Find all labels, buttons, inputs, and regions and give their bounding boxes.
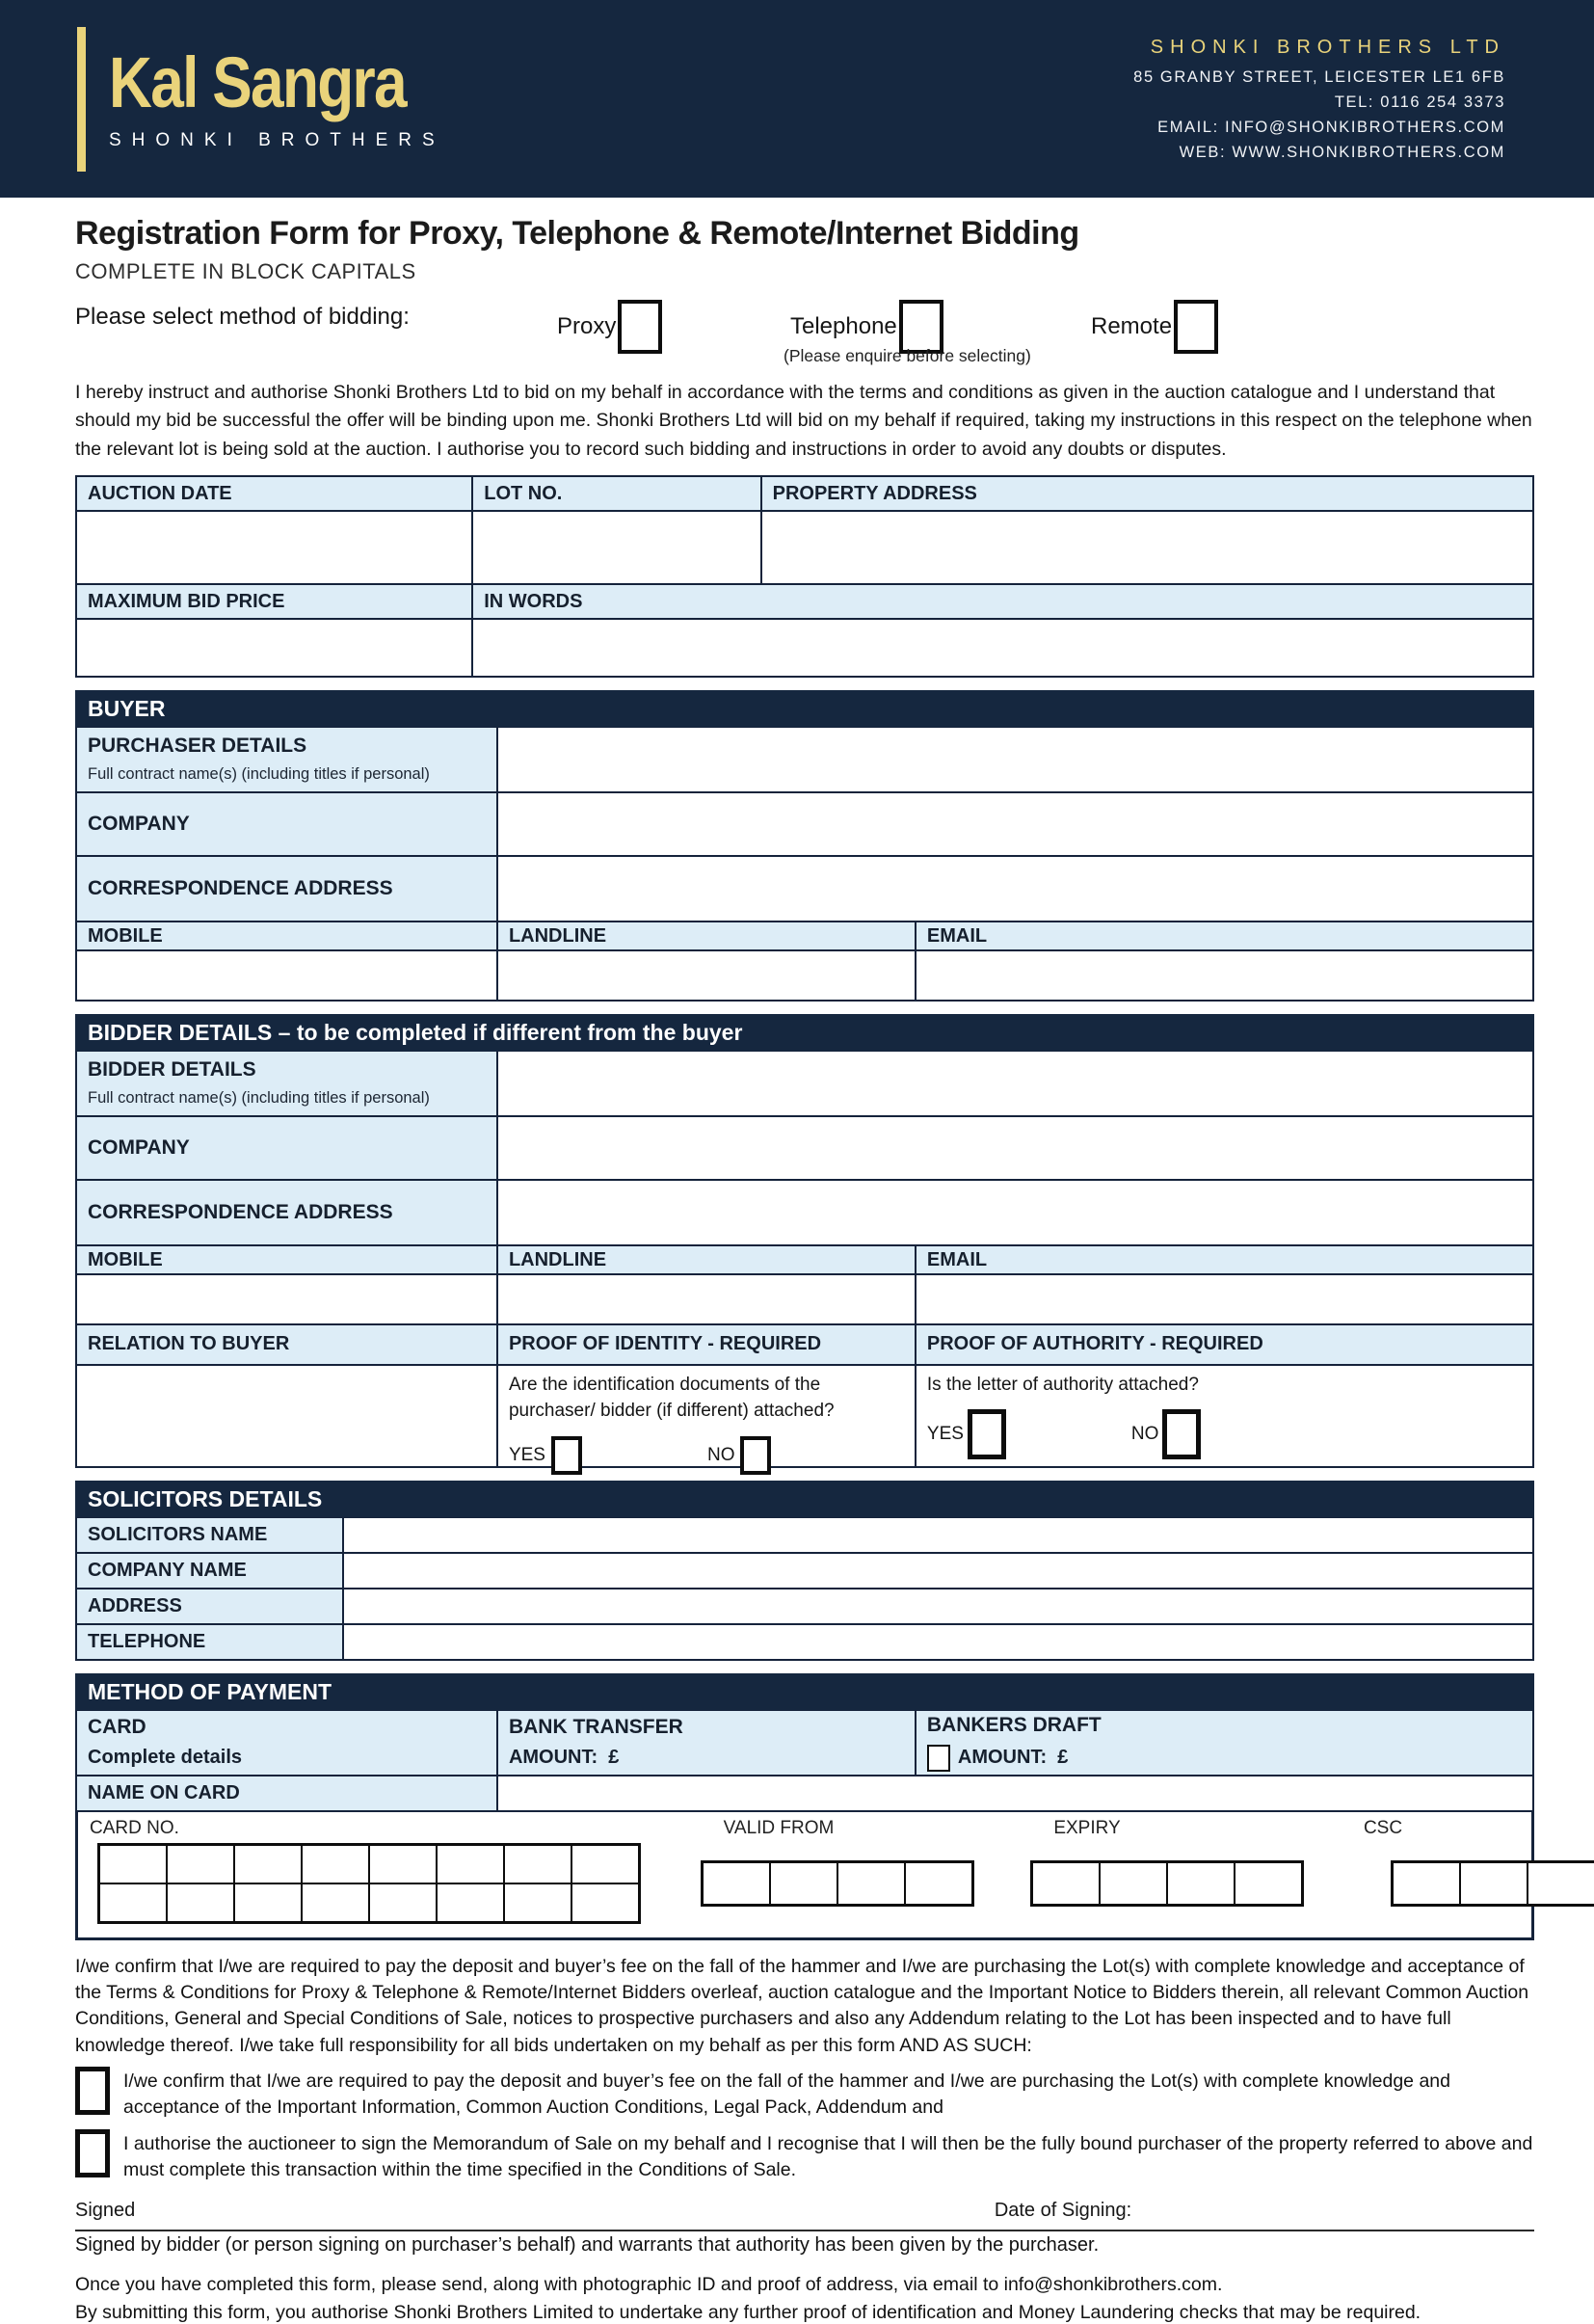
remote-checkbox[interactable]	[1174, 300, 1218, 354]
purchaser-details-title: PURCHASER DETAILS	[88, 735, 307, 758]
proof-authority-header: PROOF OF AUTHORITY - REQUIRED	[916, 1324, 1533, 1365]
card-number-grid	[97, 1843, 641, 1924]
form-content	[0, 215, 1594, 2324]
card-details-box	[75, 1811, 1534, 1940]
auction-table	[75, 475, 1534, 678]
proof-authority-cell	[916, 1365, 1533, 1467]
payment-section-bar: METHOD OF PAYMENT	[75, 1673, 1534, 1710]
csc-box[interactable]	[1528, 1862, 1594, 1905]
card-details-labels	[90, 1818, 1520, 1839]
solicitors-name-input[interactable]	[343, 1517, 1533, 1553]
auction-date-header: AUCTION DATE	[76, 476, 472, 511]
bank-transfer-label: BANK TRANSFER	[508, 1716, 683, 1739]
solicitors-telephone-title: TELEPHONE	[88, 1630, 206, 1652]
solicitors-company-label	[76, 1553, 343, 1589]
solicitors-name-row	[76, 1517, 1533, 1553]
bidding-method-row	[75, 296, 1534, 375]
card-digit-box[interactable]	[437, 1883, 504, 1922]
declaration-2-text: I authorise the auctioneer to sign the Memorandum of Sale on my behalf and I recognise that I will then be the fully bound purchaser of the property referred to above and must complete this transaction within the time specified in the Conditions of Sale.	[123, 2132, 1533, 2180]
company-address: 85 GRANBY STREET, LEICESTER LE1 6FB	[1133, 68, 1505, 87]
buyer-correspondence-input[interactable]	[497, 856, 1533, 922]
identity-question: Are the identification documents of the purchaser/ bidder (if different) attached?	[508, 1374, 835, 1422]
max-bid-input[interactable]	[76, 619, 472, 677]
signature-note: Signed by bidder (or person signing on purchaser’s behalf) and warrants that authority has been given by the purchaser.	[75, 2234, 1100, 2257]
csc-box[interactable]	[1460, 1862, 1528, 1905]
logo-gold-bar-icon	[77, 27, 86, 172]
declaration-1-text: I/we confirm that I/we are required to pay the deposit and buyer’s fee on the fall of the hammer and I/we are purchasing the Lot(s) with complete knowledge and acceptance of the Important Information, Common Auction Conditions, Legal Pack, Addendum and	[123, 2070, 1450, 2119]
bankers-draft-amount-label: AMOUNT: £	[957, 1747, 1069, 1769]
valid-from-box[interactable]	[905, 1862, 972, 1905]
solicitors-name-label	[76, 1517, 343, 1553]
expiry-box[interactable]	[1032, 1862, 1100, 1905]
purchaser-details-label	[76, 727, 497, 792]
relation-to-buyer-header: RELATION TO BUYER	[76, 1324, 497, 1365]
bankers-draft-cell	[916, 1710, 1533, 1776]
card-label: CARD	[88, 1716, 146, 1739]
solicitors-table	[75, 1517, 1534, 1661]
header-band	[0, 0, 1594, 198]
authority-no-label: NO	[1130, 1424, 1159, 1445]
declaration-1-checkbox[interactable]	[75, 2067, 110, 2115]
buyer-mobile-header: MOBILE	[76, 922, 497, 950]
proof-identity-cell	[497, 1365, 916, 1467]
logo-tagline: SHONKI BROTHERS	[109, 129, 445, 150]
solicitors-address-input[interactable]	[343, 1589, 1533, 1624]
purchaser-details-input[interactable]	[497, 727, 1533, 792]
signed-label: Signed	[75, 2200, 136, 2222]
expiry-label: EXPIRY	[1053, 1817, 1121, 1838]
card-digit-box[interactable]	[302, 1883, 369, 1922]
buyer-correspondence-row	[76, 856, 1533, 922]
solicitors-address-title: ADDRESS	[88, 1594, 182, 1616]
buyer-landline-header: LANDLINE	[497, 922, 916, 950]
valid-from-box[interactable]	[703, 1862, 770, 1905]
logo-name: Kal Sangra	[109, 41, 406, 122]
valid-from-grid	[701, 1860, 974, 1907]
bidder-details-label	[76, 1051, 497, 1116]
authority-yes-no-row	[927, 1409, 1522, 1459]
bidder-company-input[interactable]	[497, 1116, 1533, 1180]
purchaser-details-subtext: Full contract name(s) (including titles if personal)	[88, 765, 430, 784]
relation-header-row	[76, 1324, 1533, 1365]
buyer-section	[75, 690, 1534, 1002]
company-logo	[77, 27, 463, 172]
auction-date-input[interactable]	[76, 511, 472, 584]
valid-from-box[interactable]	[837, 1862, 905, 1905]
bankers-draft-checkbox[interactable]	[927, 1745, 950, 1772]
auction-header-row	[76, 476, 1533, 511]
header-contact-block	[1133, 33, 1505, 166]
card-digit-box[interactable]	[369, 1883, 437, 1922]
valid-from-box[interactable]	[770, 1862, 837, 1905]
footer-aml-notice: By submitting this form, you authorise Shonki Brothers Limited to undertake any further proof of identification and Money Laundering checks that may be required.	[75, 2302, 1421, 2324]
max-bid-header: MAXIMUM BID PRICE	[76, 584, 472, 619]
name-on-card-input[interactable]	[497, 1776, 1533, 1811]
bidder-details-input[interactable]	[497, 1051, 1533, 1116]
proof-identity-header: PROOF OF IDENTITY - REQUIRED	[497, 1324, 916, 1365]
expiry-grid	[1030, 1860, 1304, 1907]
max-bid-header-row	[76, 584, 1533, 619]
bidder-correspondence-row	[76, 1180, 1533, 1245]
solicitors-telephone-row	[76, 1624, 1533, 1660]
buyer-correspondence-title: CORRESPONDENCE ADDRESS	[88, 876, 393, 899]
identity-no-label: NO	[706, 1444, 735, 1465]
solicitors-company-input[interactable]	[343, 1553, 1533, 1589]
bidder-mobile-header: MOBILE	[76, 1245, 497, 1274]
buyer-section-bar: BUYER	[75, 690, 1534, 727]
max-bid-input-row	[76, 619, 1533, 677]
telephone-label: Telephone	[790, 313, 897, 339]
card-digit-box[interactable]	[234, 1883, 302, 1922]
payment-section	[75, 1673, 1534, 1940]
page-title: Registration Form for Proxy, Telephone & Remote/Internet Bidding	[75, 215, 1079, 252]
relation-to-buyer-input[interactable]	[76, 1365, 497, 1467]
in-words-input[interactable]	[472, 619, 1533, 677]
buyer-company-row	[76, 792, 1533, 856]
buyer-company-input[interactable]	[497, 792, 1533, 856]
authority-yes-label: YES	[926, 1424, 964, 1445]
buyer-mobile-input[interactable]	[76, 950, 497, 1001]
name-on-card-label: NAME ON CARD	[76, 1776, 497, 1811]
confirmation-paragraph: I/we confirm that I/we are required to pay the deposit and buyer’s fee on the fall of the hammer and I/we are purchasing the Lot(s) with complete knowledge and acceptance of the Terms & Conditions for Proxy & Telephone & Remote/Internet Bidders overleaf, auction catalogue and the Important Notice to Bidders therein, all relevant Common Auction Conditions, General and Special Conditions of Sale, notices to prospective purchasers and also any Addendum relating to the Lot has been inspected and to have full knowledge thereof. I/we take full responsibility for all bids undertaken on my behalf as per this form AND AS SUCH:	[75, 1955, 1529, 2056]
buyer-contact-header-row	[76, 922, 1533, 950]
solicitors-name-title: SOLICITORS NAME	[88, 1523, 268, 1545]
expiry-box[interactable]	[1235, 1862, 1302, 1905]
bidder-correspondence-label	[76, 1180, 497, 1245]
authority-question: Is the letter of authority attached?	[926, 1374, 1199, 1395]
page-subtitle: COMPLETE IN BLOCK CAPITALS	[75, 259, 416, 283]
identity-yes-label: YES	[508, 1444, 545, 1465]
bank-transfer-amount-label: AMOUNT: £	[508, 1747, 620, 1769]
bidder-company-title: COMPANY	[88, 1135, 190, 1159]
bidder-company-row	[76, 1116, 1533, 1180]
bidder-correspondence-title: CORRESPONDENCE ADDRESS	[88, 1200, 393, 1223]
bidder-details-subtext: Full contract name(s) (including titles if personal)	[88, 1089, 430, 1108]
card-digit-box[interactable]	[571, 1845, 639, 1883]
telephone-note: (Please enquire before selecting)	[784, 346, 1031, 365]
card-digit-box[interactable]	[302, 1845, 369, 1883]
identity-yes-no-row	[509, 1436, 904, 1475]
bidder-contact-header-row	[76, 1245, 1533, 1274]
proxy-checkbox[interactable]	[618, 300, 662, 354]
bidder-section-bar: BIDDER DETAILS – to be completed if different from the buyer	[75, 1014, 1534, 1051]
company-web: WEB: WWW.SHONKIBROTHERS.COM	[1179, 144, 1505, 162]
bidder-correspondence-input[interactable]	[497, 1180, 1533, 1245]
lot-no-header: LOT NO.	[472, 476, 760, 511]
card-digit-box[interactable]	[99, 1845, 167, 1883]
declaration-2-checkbox[interactable]	[75, 2129, 110, 2177]
company-name: SHONKI BROTHERS LTD	[1150, 36, 1505, 58]
solicitors-address-row	[76, 1589, 1533, 1624]
card-digit-box[interactable]	[234, 1845, 302, 1883]
solicitors-section	[75, 1481, 1534, 1661]
buyer-contact-input-row	[76, 950, 1533, 1001]
authority-yes-checkbox[interactable]	[968, 1409, 1006, 1459]
card-digit-box[interactable]	[571, 1883, 639, 1922]
bidder-table	[75, 1051, 1534, 1468]
csc-box[interactable]	[1393, 1862, 1460, 1905]
authority-no-checkbox[interactable]	[1162, 1409, 1201, 1459]
payment-options-row	[76, 1710, 1533, 1776]
proxy-label: Proxy	[557, 313, 617, 339]
bidder-section	[75, 1014, 1534, 1468]
card-digit-box[interactable]	[504, 1845, 571, 1883]
logo-text-block	[109, 41, 463, 151]
buyer-company-title: COMPANY	[88, 812, 190, 835]
buyer-email-input[interactable]	[916, 950, 1533, 1001]
signature-row[interactable]	[75, 2193, 1534, 2231]
csc-grid	[1391, 1860, 1594, 1907]
solicitors-company-title: COMPANY NAME	[88, 1559, 247, 1581]
relation-body-row	[76, 1365, 1533, 1467]
declaration-item-1	[75, 2067, 1534, 2122]
remote-option	[1091, 300, 1218, 354]
identity-yes-checkbox[interactable]	[551, 1436, 582, 1475]
valid-from-label: VALID FROM	[723, 1817, 835, 1838]
bidder-company-label	[76, 1116, 497, 1180]
date-of-signing-label: Date of Signing:	[994, 2200, 1132, 2222]
expiry-box[interactable]	[1100, 1862, 1167, 1905]
company-tel: TEL: 0116 254 3373	[1334, 93, 1505, 112]
in-words-header: IN WORDS	[472, 584, 1533, 619]
bank-transfer-cell	[497, 1710, 916, 1776]
lot-no-input[interactable]	[472, 511, 760, 584]
buyer-email-header: EMAIL	[916, 922, 1533, 950]
solicitors-company-row	[76, 1553, 1533, 1589]
property-address-header: PROPERTY ADDRESS	[761, 476, 1533, 511]
buyer-company-label	[76, 792, 497, 856]
payment-table	[75, 1710, 1534, 1811]
bidder-landline-header: LANDLINE	[497, 1245, 916, 1274]
bidding-method-label: Please select method of bidding:	[75, 304, 410, 330]
solicitors-section-bar: SOLICITORS DETAILS	[75, 1481, 1534, 1517]
proxy-option	[557, 300, 662, 354]
remote-label: Remote	[1091, 313, 1173, 339]
solicitors-telephone-label	[76, 1624, 343, 1660]
card-digit-box[interactable]	[437, 1845, 504, 1883]
card-digit-box[interactable]	[167, 1883, 234, 1922]
card-sublabel: Complete details	[88, 1747, 243, 1769]
card-grids-row	[90, 1843, 1520, 1924]
bidder-email-header: EMAIL	[916, 1245, 1533, 1274]
property-address-input[interactable]	[761, 511, 1533, 584]
card-no-label: CARD NO.	[90, 1817, 179, 1838]
buyer-purchaser-row	[76, 727, 1533, 792]
solicitors-telephone-input[interactable]	[343, 1624, 1533, 1660]
footer-send-instructions: Once you have completed this form, please send, along with photographic ID and proof of address, via email to info@shonkibrothers.com.	[75, 2274, 1223, 2296]
bankers-draft-label: BANKERS DRAFT	[926, 1713, 1102, 1736]
bidder-landline-input[interactable]	[497, 1274, 916, 1324]
bankers-draft-amount-row	[927, 1745, 1522, 1772]
buyer-table	[75, 727, 1534, 1002]
expiry-box[interactable]	[1167, 1862, 1235, 1905]
card-digit-box[interactable]	[504, 1883, 571, 1922]
bidder-mobile-input[interactable]	[76, 1274, 497, 1324]
bidder-email-input[interactable]	[916, 1274, 1533, 1324]
authorisation-paragraph: I hereby instruct and authorise Shonki Brothers Ltd to bid on my behalf in accordance with the terms and conditions as given in the auction catalogue and I understand that should my bid be successful the offer will be binding upon me. Shonki Brothers Ltd will bid on my behalf if required, taking my instructions in this respect on the telephone when the relevant lot is being sold at the auction. I authorise you to record such bidding and instructions in order to avoid any doubts or disputes.	[75, 382, 1532, 460]
buyer-correspondence-label	[76, 856, 497, 922]
declaration-item-2	[75, 2129, 1534, 2184]
company-email: EMAIL: INFO@SHONKIBROTHERS.COM	[1157, 119, 1505, 137]
card-digit-box[interactable]	[99, 1883, 167, 1922]
card-digit-box[interactable]	[369, 1845, 437, 1883]
bidder-details-title: BIDDER DETAILS	[88, 1058, 256, 1082]
auction-input-row	[76, 511, 1533, 584]
card-digit-box[interactable]	[167, 1845, 234, 1883]
bidder-details-row	[76, 1051, 1533, 1116]
bidder-contact-input-row	[76, 1274, 1533, 1324]
csc-label: CSC	[1363, 1817, 1403, 1838]
identity-no-checkbox[interactable]	[740, 1436, 771, 1475]
solicitors-address-label	[76, 1589, 343, 1624]
buyer-landline-input[interactable]	[497, 950, 916, 1001]
card-option-cell	[76, 1710, 497, 1776]
name-on-card-row	[76, 1776, 1533, 1811]
